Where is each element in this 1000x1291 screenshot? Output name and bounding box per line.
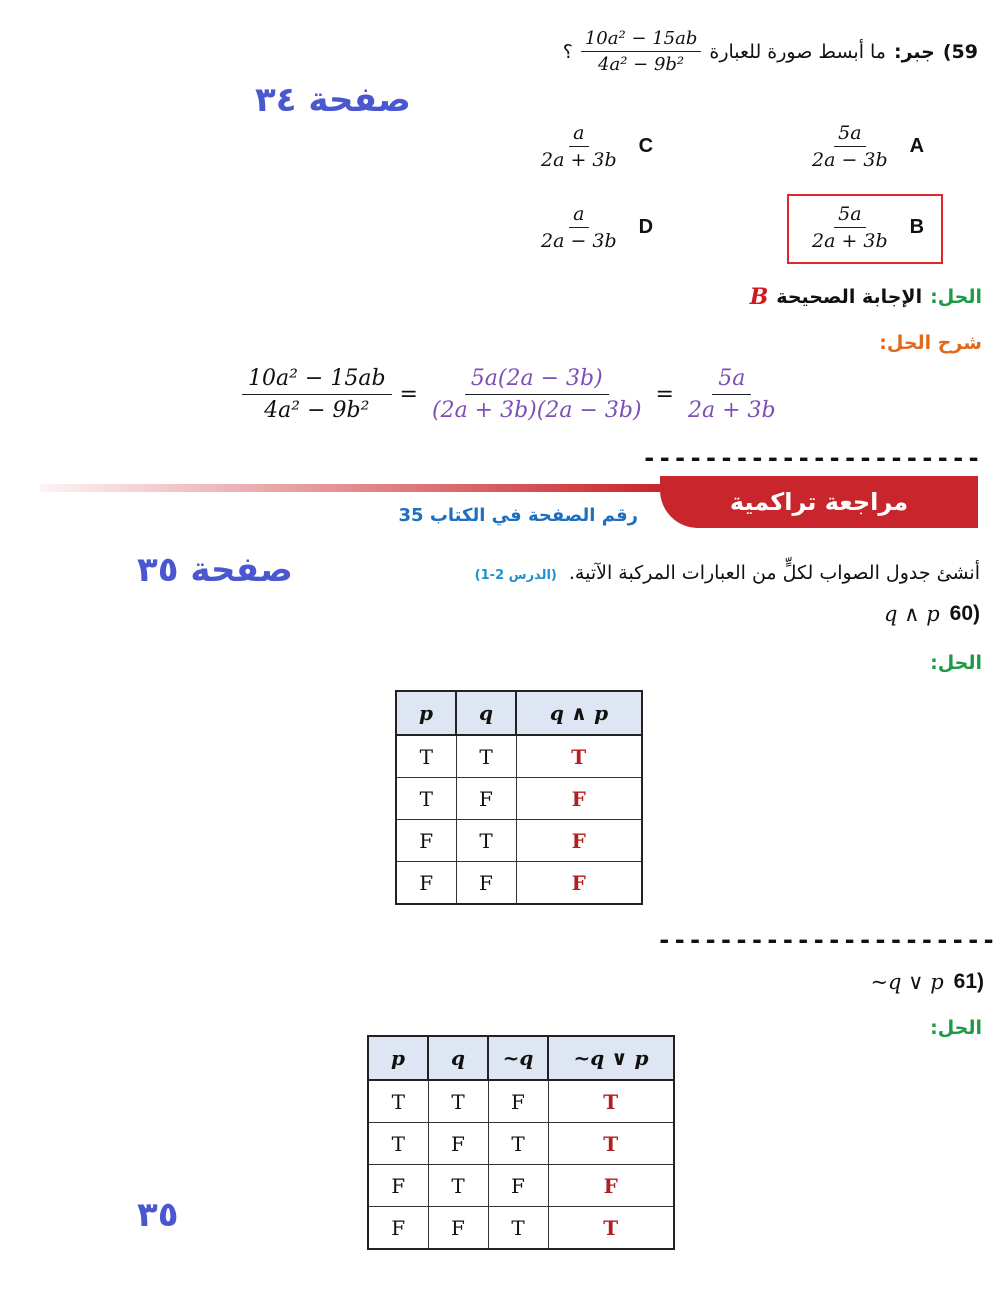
table-row: T F F xyxy=(396,778,642,820)
question-61-expression: ~q ∨ p xyxy=(870,970,944,994)
answer-letter: B xyxy=(749,284,769,310)
table-header: q ∧ p xyxy=(516,691,642,735)
question-59: 59) جبر: ما أبسط صورة للعبارة $\frac{\text{10a² − 15ab}}{\text{4a² − 9b²}}$ ؟ xyxy=(562,28,978,75)
table-header: p xyxy=(396,691,456,735)
answer-text: الإجابة الصحيحة xyxy=(776,286,923,308)
worked-equation: $\frac{\text{10a² − 15ab}}{\text{4a² − 9b²}}$ = $\frac{5a(2a - 3b)}{(2a + 3b)(2a - 3b)}$ = $\frac{5a}{2a + 3b}$ xyxy=(242,366,782,423)
question-text: ما أبسط صورة للعبارة xyxy=(709,40,886,63)
table-header: p xyxy=(368,1036,428,1080)
option-b: $\frac{5a}{2a + 3b}$ B xyxy=(812,203,925,252)
option-a: $\frac{5a}{2a - 3b}$ A xyxy=(812,122,925,171)
table-row: F F T T xyxy=(368,1207,674,1250)
question-61-number: 61) xyxy=(953,970,984,993)
page-label-34: صفحة ٣٤ xyxy=(255,80,411,120)
banner-subtitle: رقم الصفحة في الكتاب 35 xyxy=(398,505,638,526)
lesson-reference: (الدرس 2-1) xyxy=(474,568,557,583)
banner-line xyxy=(40,484,660,492)
equation-rhs: $\frac{5a}{2a + 3b}$ xyxy=(687,366,776,423)
truth-table-61 xyxy=(367,1035,675,1250)
question-60 xyxy=(884,602,980,626)
instruction-text: أنشئ جدول الصواب لكلٍّ من العبارات المركبة الآتية. xyxy=(568,562,980,584)
solution-60-label: الحل: xyxy=(930,652,982,674)
table-row: F T F F xyxy=(368,1165,674,1207)
question-61 xyxy=(870,970,984,994)
solution-61-label: الحل: xyxy=(930,1017,982,1039)
page-label-35: صفحة ٣٥ xyxy=(137,550,293,590)
separator-line: ---------------------- xyxy=(642,444,982,472)
table-row: T F T T xyxy=(368,1123,674,1165)
truth-table-60 xyxy=(395,690,643,905)
table-header: ~q xyxy=(488,1036,548,1080)
option-d: $\frac{a}{2a - 3b}$ D xyxy=(541,203,654,252)
table-header: q xyxy=(456,691,516,735)
table-row: T T T xyxy=(396,735,642,778)
table-row: F F F xyxy=(396,862,642,905)
equation-middle: $\frac{5a(2a - 3b)}{(2a + 3b)(2a - 3b)}$ xyxy=(431,366,642,423)
table-header: ~q ∨ p xyxy=(548,1036,674,1080)
table-row: F T F xyxy=(396,820,642,862)
solution-label: الحل: xyxy=(930,286,982,308)
table-row: T T F T xyxy=(368,1080,674,1123)
question-expression: $\frac{\text{10a² − 15ab}}{\text{4a² − 9b²}}$ xyxy=(581,28,702,75)
explain-label: شرح الحل: xyxy=(879,332,982,354)
separator-line: ---------------------- xyxy=(657,926,997,954)
equation-lhs: $\frac{\text{10a² − 15ab}}{\text{4a² − 9b²}}$ xyxy=(242,366,392,423)
review-banner xyxy=(660,476,978,528)
question-60-number: 60) xyxy=(949,602,980,625)
question-number: 59) xyxy=(942,40,978,63)
banner-title: مراجعة تراكمية xyxy=(729,488,909,516)
table-header: q xyxy=(428,1036,488,1080)
page-number-bottom: ٣٥ xyxy=(137,1195,179,1235)
instruction xyxy=(475,562,980,584)
question-category: جبر: xyxy=(893,40,935,63)
solution-59 xyxy=(750,284,982,310)
question-60-expression: q ∧ p xyxy=(884,602,940,626)
option-c: $\frac{a}{2a + 3b}$ C xyxy=(541,122,654,171)
